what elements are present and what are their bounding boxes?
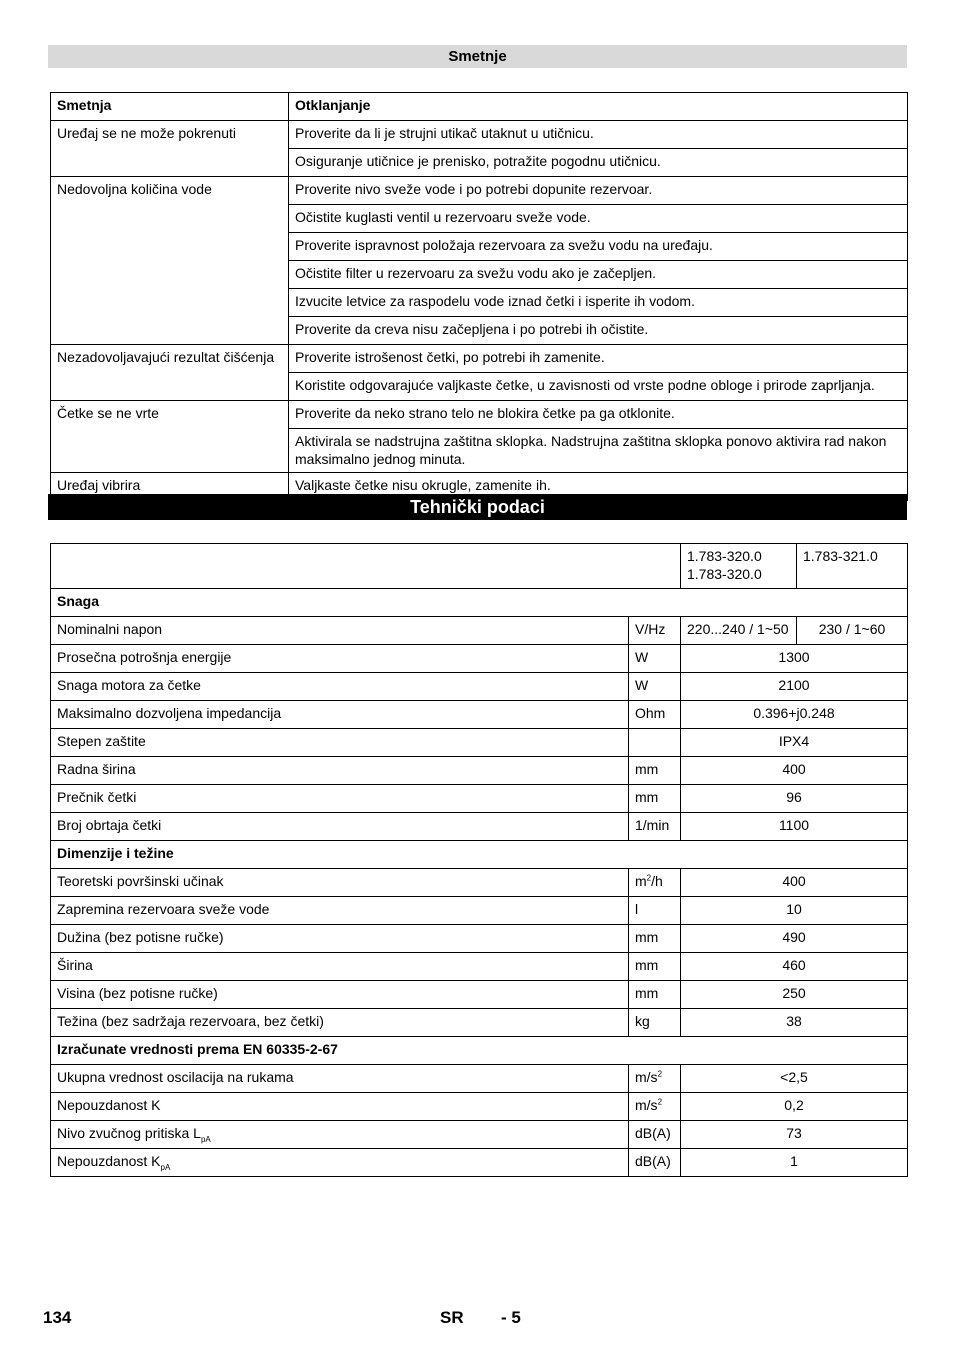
spec-unit	[629, 729, 681, 757]
unit-tail: /h	[651, 873, 663, 889]
remedy-cell: Očistite kuglasti ventil u rezervoaru sveže vode.	[289, 205, 908, 233]
spec-unit: mm	[629, 757, 681, 785]
spec-row	[51, 785, 908, 813]
spec-value: 1100	[681, 813, 908, 841]
spec-unit: kg	[629, 1009, 681, 1037]
spec-unit	[629, 1093, 681, 1121]
voltage-label: Nominalni napon	[51, 617, 629, 645]
unit-base: m/s	[635, 1097, 658, 1113]
fault-cell: Četke se ne vrte	[51, 401, 289, 473]
spec-label: Ukupna vrednost oscilacija na rukama	[51, 1065, 629, 1093]
spec-row	[51, 729, 908, 757]
remedy-cell: Izvucite letvice za raspodelu vode iznad četki i isperite ih vodom.	[289, 289, 908, 317]
label-text: Nepouzdanost K	[57, 1153, 161, 1169]
faults-heading: Smetnje	[48, 45, 907, 68]
spec-label	[51, 1149, 629, 1177]
section-row	[51, 841, 908, 869]
spec-value: 0.396+j0.248	[681, 701, 908, 729]
spec-unit: mm	[629, 981, 681, 1009]
section-row-power	[51, 589, 908, 617]
language-code: SR	[440, 1308, 464, 1327]
label-sub: pA	[200, 1134, 211, 1144]
spec-row	[51, 645, 908, 673]
spec-value: 2100	[681, 673, 908, 701]
model-b-cell: 1.783-321.0	[797, 544, 908, 589]
tech-heading: Tehnički podaci	[48, 494, 907, 520]
spec-row	[51, 925, 908, 953]
spec-value: 250	[681, 981, 908, 1009]
spec-value: 400	[681, 757, 908, 785]
voltage-value-a: 220...240 / 1~50	[681, 617, 797, 645]
spec-label: Teoretski površinski učinak	[51, 869, 629, 897]
spec-unit: l	[629, 897, 681, 925]
model-header-row	[51, 544, 908, 589]
remedy-cell: Valjkaste četke nisu okrugle, zamenite ih.	[289, 473, 908, 501]
section-power-heading: Snaga	[51, 589, 908, 617]
unit-sup: 2	[657, 1097, 663, 1107]
spec-value: 73	[681, 1121, 908, 1149]
spec-label: Težina (bez sadržaja rezervoara, bez četki)	[51, 1009, 629, 1037]
spec-row	[51, 981, 908, 1009]
spec-label: Širina	[51, 953, 629, 981]
col-header-remedy: Otklanjanje	[289, 93, 908, 121]
spec-label: Maksimalno dozvoljena impedancija	[51, 701, 629, 729]
spec-unit	[629, 1065, 681, 1093]
model-a-line2: 1.783-320.0	[687, 566, 762, 582]
fault-cell: Nezadovoljavajući rezultat čišćenja	[51, 345, 289, 401]
spec-label: Prečnik četki	[51, 785, 629, 813]
spec-unit: W	[629, 673, 681, 701]
voltage-row	[51, 617, 908, 645]
model-a-line1: 1.783-320.0	[687, 548, 762, 564]
section-row	[51, 1037, 908, 1065]
spec-row	[51, 813, 908, 841]
spec-value: 460	[681, 953, 908, 981]
table-row	[51, 177, 908, 205]
remedy-cell: Proverite nivo sveže vode i po potrebi dopunite rezervoar.	[289, 177, 908, 205]
spec-value: 1300	[681, 645, 908, 673]
table-row	[51, 345, 908, 373]
spec-row	[51, 897, 908, 925]
fault-cell: Uređaj se ne može pokrenuti	[51, 121, 289, 177]
spec-unit: mm	[629, 785, 681, 813]
spec-row	[51, 869, 908, 897]
spec-row	[51, 701, 908, 729]
remedy-cell: Osiguranje utičnice je prenisko, potražite pogodnu utičnicu.	[289, 149, 908, 177]
spec-unit: mm	[629, 925, 681, 953]
empty-header-cell	[51, 544, 681, 589]
spec-unit: dB(A)	[629, 1121, 681, 1149]
spec-row	[51, 953, 908, 981]
table-header-row	[51, 93, 908, 121]
spec-label	[51, 1121, 629, 1149]
spec-unit: mm	[629, 953, 681, 981]
section-calc-heading: Izračunate vrednosti prema EN 60335-2-67	[51, 1037, 908, 1065]
remedy-cell: Očistite filter u rezervoaru za svežu vodu ako je začepljen.	[289, 261, 908, 289]
spec-value: IPX4	[681, 729, 908, 757]
spec-label: Snaga motora za četke	[51, 673, 629, 701]
spec-value: 0,2	[681, 1093, 908, 1121]
spec-label: Stepen zaštite	[51, 729, 629, 757]
sub-page-number: - 5	[501, 1308, 521, 1327]
remedy-cell: Aktivirala se nadstrujna zaštitna sklopka. Nadstrujna zaštitna sklopka ponovo aktivira rad nakon maksimalno jednog minuta.	[289, 429, 908, 473]
spec-row	[51, 1121, 908, 1149]
spec-label: Prosečna potrošnja energije	[51, 645, 629, 673]
spec-value: 400	[681, 869, 908, 897]
model-a-cell	[681, 544, 797, 589]
spec-value: 38	[681, 1009, 908, 1037]
spec-value: 96	[681, 785, 908, 813]
spec-unit	[629, 869, 681, 897]
tech-table	[50, 543, 908, 1177]
remedy-cell: Proverite istrošenost četki, po potrebi ih zamenite.	[289, 345, 908, 373]
remedy-cell: Proverite da li je strujni utikač utaknut u utičnicu.	[289, 121, 908, 149]
remedy-cell: Proverite da creva nisu začepljena i po potrebi ih očistite.	[289, 317, 908, 345]
spec-label: Zapremina rezervoara sveže vode	[51, 897, 629, 925]
spec-value: 10	[681, 897, 908, 925]
table-row	[51, 401, 908, 429]
voltage-value-b: 230 / 1~60	[797, 617, 908, 645]
spec-unit: 1/min	[629, 813, 681, 841]
spec-row	[51, 1093, 908, 1121]
col-header-fault: Smetnja	[51, 93, 289, 121]
unit-sup: 2	[646, 873, 652, 883]
unit-sup: 2	[657, 1069, 663, 1079]
label-sub: pA	[160, 1162, 171, 1172]
spec-row	[51, 1065, 908, 1093]
section-dims-heading: Dimenzije i težine	[51, 841, 908, 869]
table-row	[51, 121, 908, 149]
spec-label: Visina (bez potisne ručke)	[51, 981, 629, 1009]
spec-label: Nepouzdanost K	[51, 1093, 629, 1121]
spec-row	[51, 1149, 908, 1177]
remedy-cell: Proverite ispravnost položaja rezervoara za svežu vodu na uređaju.	[289, 233, 908, 261]
voltage-unit: V/Hz	[629, 617, 681, 645]
unit-base: m/s	[635, 1069, 658, 1085]
remedy-cell: Proverite da neko strano telo ne blokira četke pa ga otklonite.	[289, 401, 908, 429]
spec-unit: Ohm	[629, 701, 681, 729]
spec-row	[51, 1009, 908, 1037]
spec-unit: W	[629, 645, 681, 673]
spec-value: <2,5	[681, 1065, 908, 1093]
label-text: Nivo zvučnog pritiska L	[57, 1125, 201, 1141]
unit-base: m	[635, 873, 647, 889]
fault-cell: Uređaj vibrira	[51, 473, 289, 501]
spec-row	[51, 757, 908, 785]
page-number: 134	[43, 1308, 72, 1327]
remedy-cell: Koristite odgovarajuće valjkaste četke, u zavisnosti od vrste podne obloge i prirode zaprljanja.	[289, 373, 908, 401]
spec-label: Broj obrtaja četki	[51, 813, 629, 841]
spec-label: Dužina (bez potisne ručke)	[51, 925, 629, 953]
spec-value: 490	[681, 925, 908, 953]
spec-unit: dB(A)	[629, 1149, 681, 1177]
spec-value: 1	[681, 1149, 908, 1177]
fault-cell: Nedovoljna količina vode	[51, 177, 289, 345]
spec-row	[51, 673, 908, 701]
faults-table	[50, 92, 908, 501]
spec-label: Radna širina	[51, 757, 629, 785]
